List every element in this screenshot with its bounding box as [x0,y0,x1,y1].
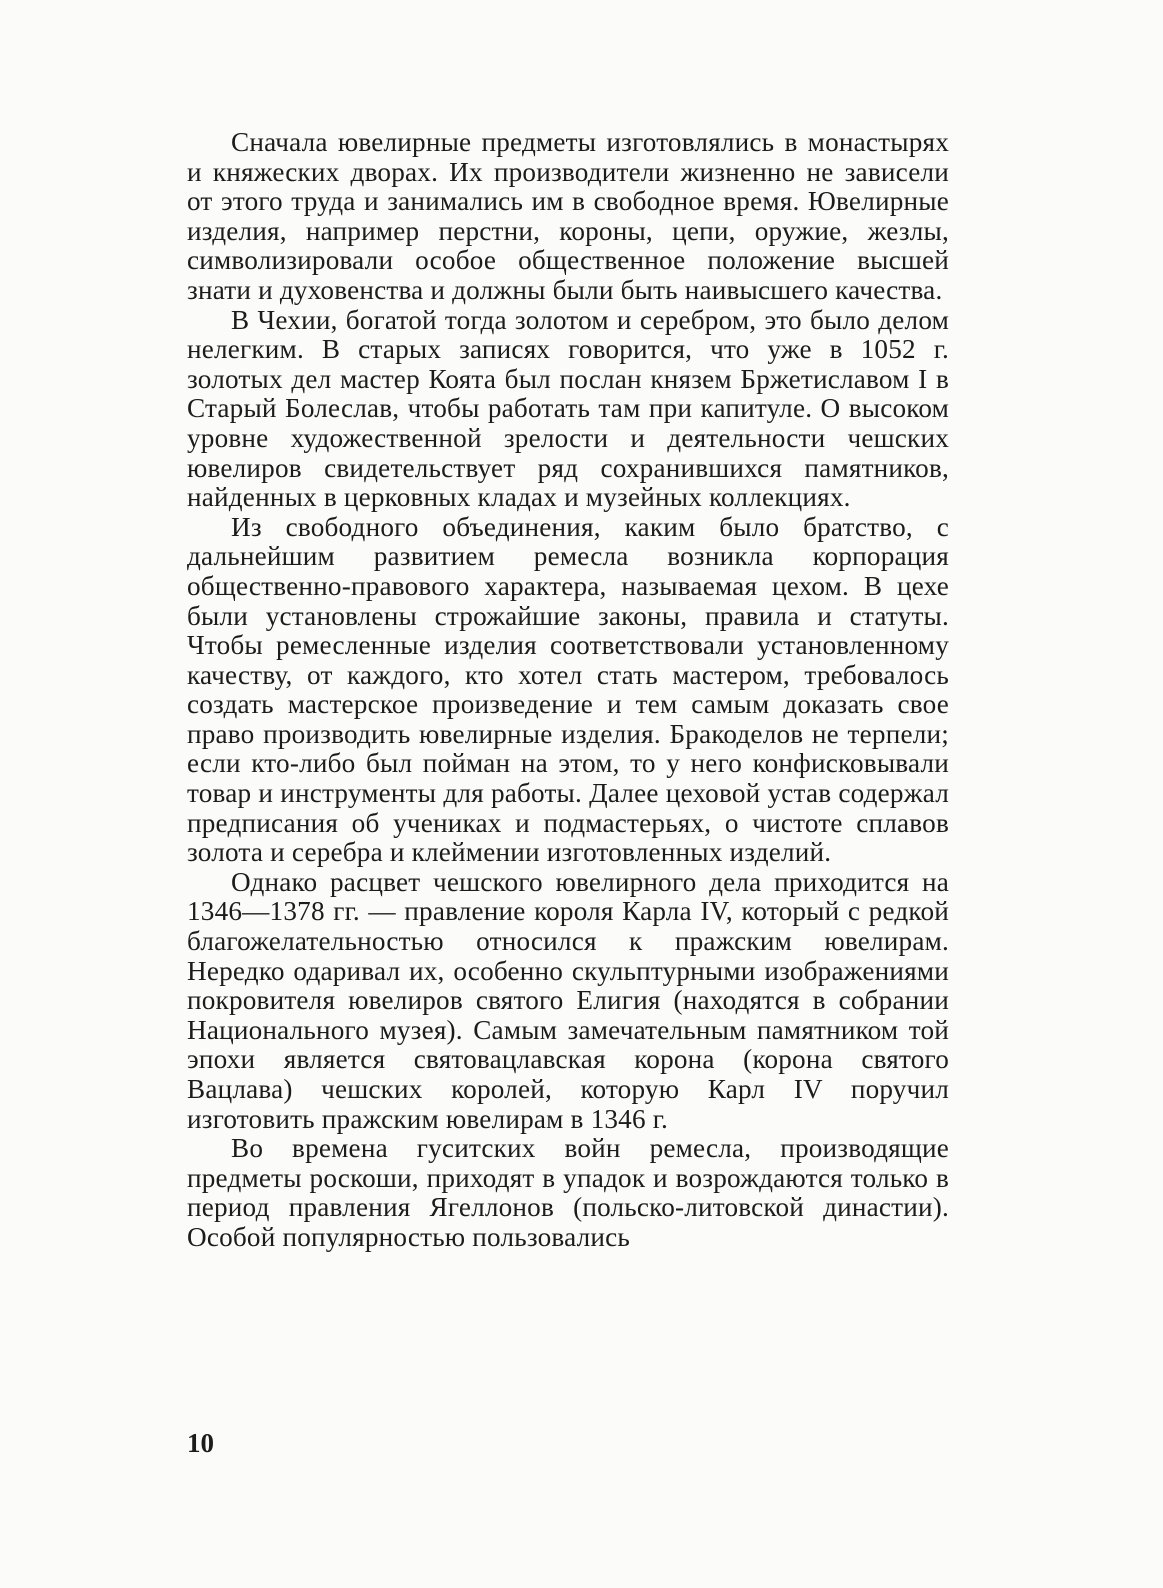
paragraph-1: Сначала ювелирные предметы изготовлялись в монастырях и княжеских дворах. Их производители жизненно не зависели от этого труда и занимались им в свободное время. Ювелирные изделия, например перстни, короны, цепи, оружие, жезлы, символизировали особое общественное положение высшей знати и духовенства и должны были быть наивысшего качества. [187,127,949,305]
body-text [187,128,949,1253]
paragraph-5: Во времена гуситских войн ремесла, производящие предметы роскоши, приходят в упадок и возрождаются только в период правления Ягеллонов (польско-литовской династии). Особой популярностью пользовались [187,1133,949,1252]
paragraph-4: Однако расцвет чешского ювелирного дела приходится на 1346—1378 гг. — правление короля Карла IV, который с редкой благожелательностью относился к пражским ювелирам. Нередко одаривал их, особенно скульптурными изображениями покровителя ювелиров святого Елигия (находятся в собрании Национального музея). Самым замечательным памятником той эпохи является святовацлавская корона (корона святого Вацлава) чешских королей, которую Карл IV поручил изготовить пражским ювелирам в 1346 г. [187,866,949,1134]
paragraph-2: В Чехии, богатой тогда золотом и серебром, это было делом нелегким. В старых записях говорится, что уже в 1052 г. золотых дел мастер Коята был послан князем Бржетиславом I в Старый Болеслав, чтобы работать там при капитуле. О высоком уровне художественной зрелости и деятельности чешских ювелиров свидетельствует ряд сохранившихся памятников, найденных в церковных кладах и музейных коллекциях. [187,304,949,513]
page-number: 10 [187,1428,214,1458]
paragraph-3: Из свободного объединения, каким было братство, с дальнейшим развитием ремесла возникла корпорация общественно-правового характера, называемая цехом. В цехе были установлены строжайшие законы, правила и статуты. Чтобы ремесленные изделия соответствовали установленному качеству, от каждого, кто хотел стать мастером, требовалось создать мастерское произведение и тем самым доказать свое право производить ювелирные изделия. Бракоделов не терпели; если кто-либо был пойман на этом, то у него конфисковывали товар и инструменты для работы. Далее цеховой устав содержал предписания об учениках и подмастерьях, о чистоте сплавов золота и серебра и клеймении изготовленных изделий. [187,511,949,868]
